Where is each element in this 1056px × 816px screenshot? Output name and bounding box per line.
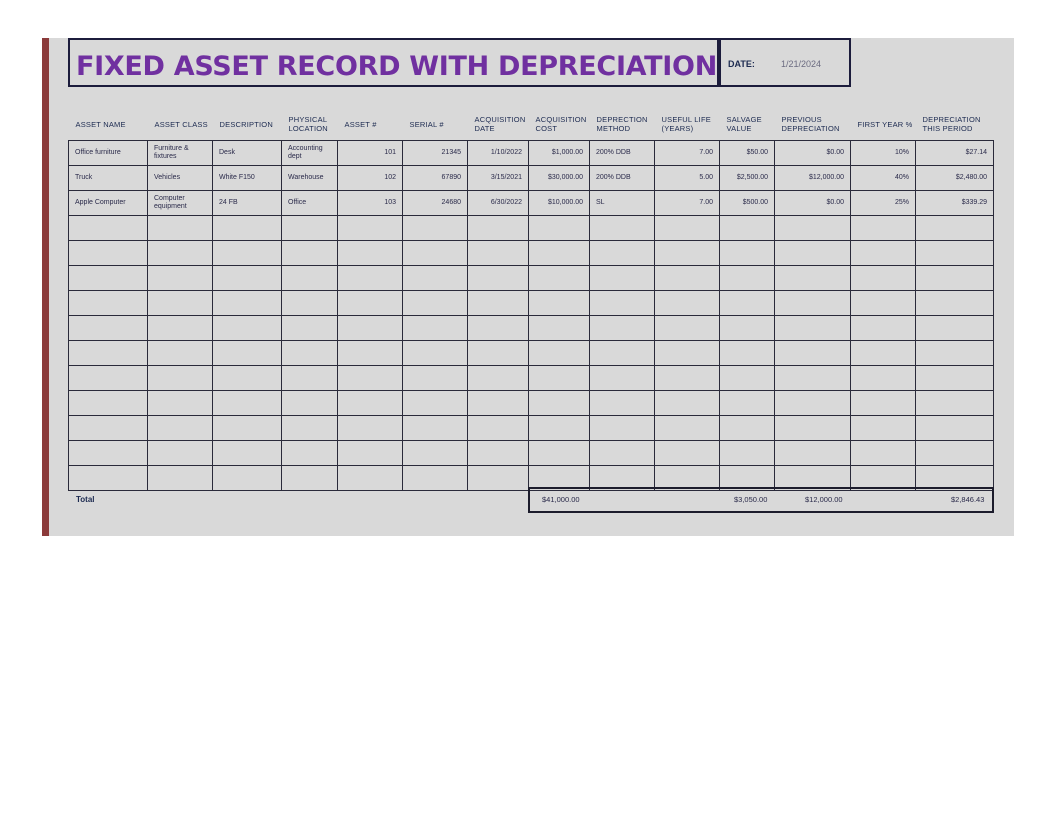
empty-cell[interactable]: [916, 216, 994, 241]
empty-cell[interactable]: [338, 266, 403, 291]
empty-cell[interactable]: [590, 241, 655, 266]
empty-cell[interactable]: [529, 241, 590, 266]
empty-cell[interactable]: [775, 241, 851, 266]
empty-cell[interactable]: [529, 341, 590, 366]
empty-cell[interactable]: [213, 316, 282, 341]
empty-cell[interactable]: [468, 391, 529, 416]
empty-cell[interactable]: [69, 391, 148, 416]
empty-cell[interactable]: [403, 466, 468, 491]
empty-cell[interactable]: [655, 441, 720, 466]
empty-cell[interactable]: [213, 341, 282, 366]
empty-cell[interactable]: [69, 366, 148, 391]
empty-cell[interactable]: [213, 366, 282, 391]
total-salvage-value: $3,050.00: [734, 495, 768, 504]
empty-cell[interactable]: [403, 216, 468, 241]
empty-cell[interactable]: [282, 441, 338, 466]
empty-table-row: [69, 291, 994, 316]
table-cell[interactable]: 10%: [851, 141, 916, 166]
empty-cell[interactable]: [338, 316, 403, 341]
total-label: Total: [76, 495, 95, 504]
empty-cell[interactable]: [338, 241, 403, 266]
table-row: [69, 166, 994, 191]
empty-cell[interactable]: [590, 441, 655, 466]
table-cell[interactable]: $30,000.00: [529, 166, 590, 191]
empty-cell[interactable]: [655, 341, 720, 366]
empty-cell[interactable]: [529, 441, 590, 466]
empty-cell[interactable]: [282, 466, 338, 491]
empty-cell[interactable]: [775, 391, 851, 416]
empty-cell[interactable]: [720, 291, 775, 316]
empty-cell[interactable]: [213, 291, 282, 316]
table-cell[interactable]: 101: [338, 141, 403, 166]
empty-cell[interactable]: [655, 391, 720, 416]
empty-cell[interactable]: [148, 216, 213, 241]
column-header: DEPRECTION METHOD: [596, 115, 648, 133]
empty-cell[interactable]: [282, 366, 338, 391]
empty-cell[interactable]: [403, 341, 468, 366]
empty-cell[interactable]: [851, 441, 916, 466]
empty-cell[interactable]: [851, 416, 916, 441]
empty-cell[interactable]: [148, 316, 213, 341]
table-cell[interactable]: SL: [590, 191, 655, 216]
empty-cell[interactable]: [148, 466, 213, 491]
empty-cell[interactable]: [851, 316, 916, 341]
empty-cell[interactable]: [655, 266, 720, 291]
empty-cell[interactable]: [720, 416, 775, 441]
empty-cell[interactable]: [590, 416, 655, 441]
table-cell[interactable]: 200% DDB: [590, 166, 655, 191]
empty-cell[interactable]: [775, 366, 851, 391]
column-header: ACQUISITION COST: [535, 115, 587, 133]
table-cell[interactable]: Computer equipment: [148, 191, 213, 216]
empty-cell[interactable]: [529, 416, 590, 441]
empty-cell[interactable]: [282, 341, 338, 366]
empty-cell[interactable]: [282, 316, 338, 341]
table-cell[interactable]: Accounting dept: [282, 141, 338, 166]
empty-cell[interactable]: [590, 216, 655, 241]
empty-cell[interactable]: [69, 441, 148, 466]
empty-cell[interactable]: [148, 266, 213, 291]
empty-cell[interactable]: [851, 391, 916, 416]
empty-cell[interactable]: [468, 266, 529, 291]
empty-cell[interactable]: [69, 291, 148, 316]
empty-cell[interactable]: [655, 216, 720, 241]
empty-cell[interactable]: [282, 266, 338, 291]
empty-cell[interactable]: [69, 341, 148, 366]
empty-cell[interactable]: [213, 391, 282, 416]
empty-cell[interactable]: [851, 241, 916, 266]
table-cell[interactable]: Office: [282, 191, 338, 216]
empty-cell[interactable]: [775, 416, 851, 441]
empty-cell[interactable]: [590, 391, 655, 416]
empty-cell[interactable]: [916, 416, 994, 441]
empty-cell[interactable]: [529, 266, 590, 291]
accent-bar: [42, 38, 49, 536]
empty-cell[interactable]: [282, 241, 338, 266]
empty-cell[interactable]: [468, 466, 529, 491]
table-cell[interactable]: Furniture & fixtures: [148, 141, 213, 166]
empty-cell[interactable]: [148, 241, 213, 266]
empty-cell[interactable]: [590, 291, 655, 316]
column-header: PREVIOUS DEPRECIATION: [781, 115, 840, 133]
table-cell[interactable]: 21345: [403, 141, 468, 166]
empty-cell[interactable]: [468, 241, 529, 266]
table-cell[interactable]: $1,000.00: [529, 141, 590, 166]
empty-cell[interactable]: [529, 366, 590, 391]
empty-cell[interactable]: [338, 216, 403, 241]
empty-cell[interactable]: [916, 441, 994, 466]
empty-cell[interactable]: [468, 316, 529, 341]
empty-cell[interactable]: [851, 366, 916, 391]
empty-cell[interactable]: [403, 291, 468, 316]
table-cell[interactable]: $10,000.00: [529, 191, 590, 216]
table-cell[interactable]: 200% DDB: [590, 141, 655, 166]
table-cell[interactable]: Desk: [213, 141, 282, 166]
column-header: ASSET CLASS: [154, 119, 208, 129]
table-body: [69, 141, 994, 491]
empty-cell[interactable]: [775, 216, 851, 241]
column-header: PHYSICAL LOCATION: [288, 115, 328, 133]
empty-table-row: [69, 341, 994, 366]
empty-cell[interactable]: [213, 216, 282, 241]
empty-cell[interactable]: [916, 241, 994, 266]
table-cell[interactable]: 5.00: [655, 166, 720, 191]
empty-cell[interactable]: [338, 341, 403, 366]
table-row: [69, 191, 994, 216]
table-cell[interactable]: $2,480.00: [916, 166, 994, 191]
total-previous-depreciation: $12,000.00: [805, 495, 843, 504]
empty-cell[interactable]: [916, 391, 994, 416]
empty-cell[interactable]: [775, 341, 851, 366]
empty-cell[interactable]: [775, 441, 851, 466]
empty-cell[interactable]: [403, 241, 468, 266]
empty-cell[interactable]: [282, 416, 338, 441]
empty-cell[interactable]: [775, 266, 851, 291]
empty-cell[interactable]: [468, 416, 529, 441]
table-cell[interactable]: 67890: [403, 166, 468, 191]
empty-cell[interactable]: [69, 316, 148, 341]
table-cell[interactable]: 40%: [851, 166, 916, 191]
empty-cell[interactable]: [590, 341, 655, 366]
table-cell[interactable]: $12,000.00: [775, 166, 851, 191]
empty-cell[interactable]: [720, 266, 775, 291]
empty-cell[interactable]: [720, 241, 775, 266]
empty-cell[interactable]: [403, 416, 468, 441]
empty-cell[interactable]: [69, 266, 148, 291]
empty-table-row: [69, 241, 994, 266]
table-cell[interactable]: White F150: [213, 166, 282, 191]
empty-table-row: [69, 441, 994, 466]
table-cell[interactable]: 6/30/2022: [468, 191, 529, 216]
column-header: ASSET NAME: [75, 119, 126, 129]
empty-cell[interactable]: [148, 291, 213, 316]
table-cell[interactable]: 25%: [851, 191, 916, 216]
column-header: DEPRECIATION THIS PERIOD: [922, 115, 981, 133]
empty-cell[interactable]: [655, 366, 720, 391]
empty-cell[interactable]: [282, 291, 338, 316]
empty-cell[interactable]: [148, 366, 213, 391]
empty-cell[interactable]: [69, 416, 148, 441]
table-cell[interactable]: $50.00: [720, 141, 775, 166]
empty-cell[interactable]: [720, 316, 775, 341]
empty-cell[interactable]: [590, 316, 655, 341]
empty-cell[interactable]: [851, 291, 916, 316]
table-cell[interactable]: 24 FB: [213, 191, 282, 216]
empty-cell[interactable]: [403, 316, 468, 341]
empty-cell[interactable]: [148, 391, 213, 416]
column-header: SERIAL #: [409, 119, 444, 129]
empty-cell[interactable]: [148, 441, 213, 466]
empty-cell[interactable]: [282, 391, 338, 416]
empty-cell[interactable]: [338, 416, 403, 441]
column-header: FIRST YEAR %: [857, 119, 913, 129]
empty-cell[interactable]: [655, 291, 720, 316]
empty-cell[interactable]: [851, 216, 916, 241]
empty-cell[interactable]: [720, 216, 775, 241]
empty-table-row: [69, 266, 994, 291]
empty-table-row: [69, 391, 994, 416]
empty-cell[interactable]: [338, 466, 403, 491]
table-cell[interactable]: 3/15/2021: [468, 166, 529, 191]
total-acquisition-cost: $41,000.00: [542, 495, 580, 504]
empty-cell[interactable]: [720, 366, 775, 391]
empty-cell[interactable]: [775, 291, 851, 316]
empty-table-row: [69, 366, 994, 391]
table-cell[interactable]: $27.14: [916, 141, 994, 166]
empty-cell[interactable]: [655, 316, 720, 341]
table-cell[interactable]: $2,500.00: [720, 166, 775, 191]
column-header: ASSET #: [344, 119, 377, 129]
table-cell[interactable]: $0.00: [775, 141, 851, 166]
empty-cell[interactable]: [403, 366, 468, 391]
empty-cell[interactable]: [468, 291, 529, 316]
table-cell[interactable]: $0.00: [775, 191, 851, 216]
page-title: FIXED ASSET RECORD WITH DEPRECIATION: [76, 51, 717, 82]
table-cell[interactable]: 103: [338, 191, 403, 216]
empty-cell[interactable]: [916, 316, 994, 341]
date-label: DATE:: [728, 59, 755, 69]
table-cell[interactable]: $339.29: [916, 191, 994, 216]
empty-cell[interactable]: [851, 266, 916, 291]
empty-cell[interactable]: [529, 291, 590, 316]
table-cell[interactable]: Warehouse: [282, 166, 338, 191]
empty-table-row: [69, 316, 994, 341]
empty-cell[interactable]: [775, 316, 851, 341]
title-box: [68, 38, 719, 87]
table-row: [69, 141, 994, 166]
empty-cell[interactable]: [590, 266, 655, 291]
empty-cell[interactable]: [403, 391, 468, 416]
empty-cell[interactable]: [916, 291, 994, 316]
column-header: SALVAGE VALUE: [726, 115, 762, 133]
empty-cell[interactable]: [590, 366, 655, 391]
table-cell[interactable]: Office furniture: [69, 141, 148, 166]
empty-cell[interactable]: [468, 441, 529, 466]
empty-cell[interactable]: [468, 341, 529, 366]
empty-cell[interactable]: [148, 416, 213, 441]
table-cell[interactable]: $500.00: [720, 191, 775, 216]
table-cell[interactable]: 7.00: [655, 141, 720, 166]
date-box: [719, 38, 851, 87]
empty-cell[interactable]: [69, 241, 148, 266]
date-field[interactable]: 1/21/2024: [781, 59, 822, 69]
empty-cell[interactable]: [468, 216, 529, 241]
empty-cell[interactable]: [655, 241, 720, 266]
empty-cell[interactable]: [338, 366, 403, 391]
empty-cell[interactable]: [282, 216, 338, 241]
empty-cell[interactable]: [403, 266, 468, 291]
empty-cell[interactable]: [916, 366, 994, 391]
empty-cell[interactable]: [403, 441, 468, 466]
table-cell[interactable]: 1/10/2022: [468, 141, 529, 166]
empty-cell[interactable]: [720, 441, 775, 466]
column-header: USEFUL LIFE (YEARS): [661, 115, 711, 133]
empty-cell[interactable]: [529, 391, 590, 416]
empty-cell[interactable]: [213, 416, 282, 441]
table-cell[interactable]: Vehicles: [148, 166, 213, 191]
column-header: ACQUISITION DATE: [474, 115, 526, 133]
empty-cell[interactable]: [213, 266, 282, 291]
empty-cell[interactable]: [916, 341, 994, 366]
empty-cell[interactable]: [851, 341, 916, 366]
empty-cell[interactable]: [338, 441, 403, 466]
empty-cell[interactable]: [213, 441, 282, 466]
empty-cell[interactable]: [213, 466, 282, 491]
table-cell[interactable]: Apple Computer: [69, 191, 148, 216]
empty-cell[interactable]: [529, 316, 590, 341]
empty-cell[interactable]: [720, 341, 775, 366]
empty-cell[interactable]: [655, 416, 720, 441]
empty-cell[interactable]: [338, 291, 403, 316]
table-cell[interactable]: Truck: [69, 166, 148, 191]
asset-table: [68, 108, 994, 491]
empty-cell[interactable]: [69, 466, 148, 491]
empty-cell[interactable]: [338, 391, 403, 416]
empty-cell[interactable]: [529, 216, 590, 241]
column-header: DESCRIPTION: [219, 119, 273, 129]
empty-cell[interactable]: [720, 391, 775, 416]
header-row: [69, 108, 994, 141]
table-cell[interactable]: 24680: [403, 191, 468, 216]
table-cell[interactable]: 7.00: [655, 191, 720, 216]
empty-table-row: [69, 216, 994, 241]
empty-cell[interactable]: [916, 266, 994, 291]
table-cell[interactable]: 102: [338, 166, 403, 191]
total-depreciation-this-period: $2,846.43: [951, 495, 985, 504]
empty-cell[interactable]: [213, 241, 282, 266]
empty-cell[interactable]: [468, 366, 529, 391]
empty-table-row: [69, 416, 994, 441]
empty-cell[interactable]: [69, 216, 148, 241]
empty-cell[interactable]: [148, 341, 213, 366]
